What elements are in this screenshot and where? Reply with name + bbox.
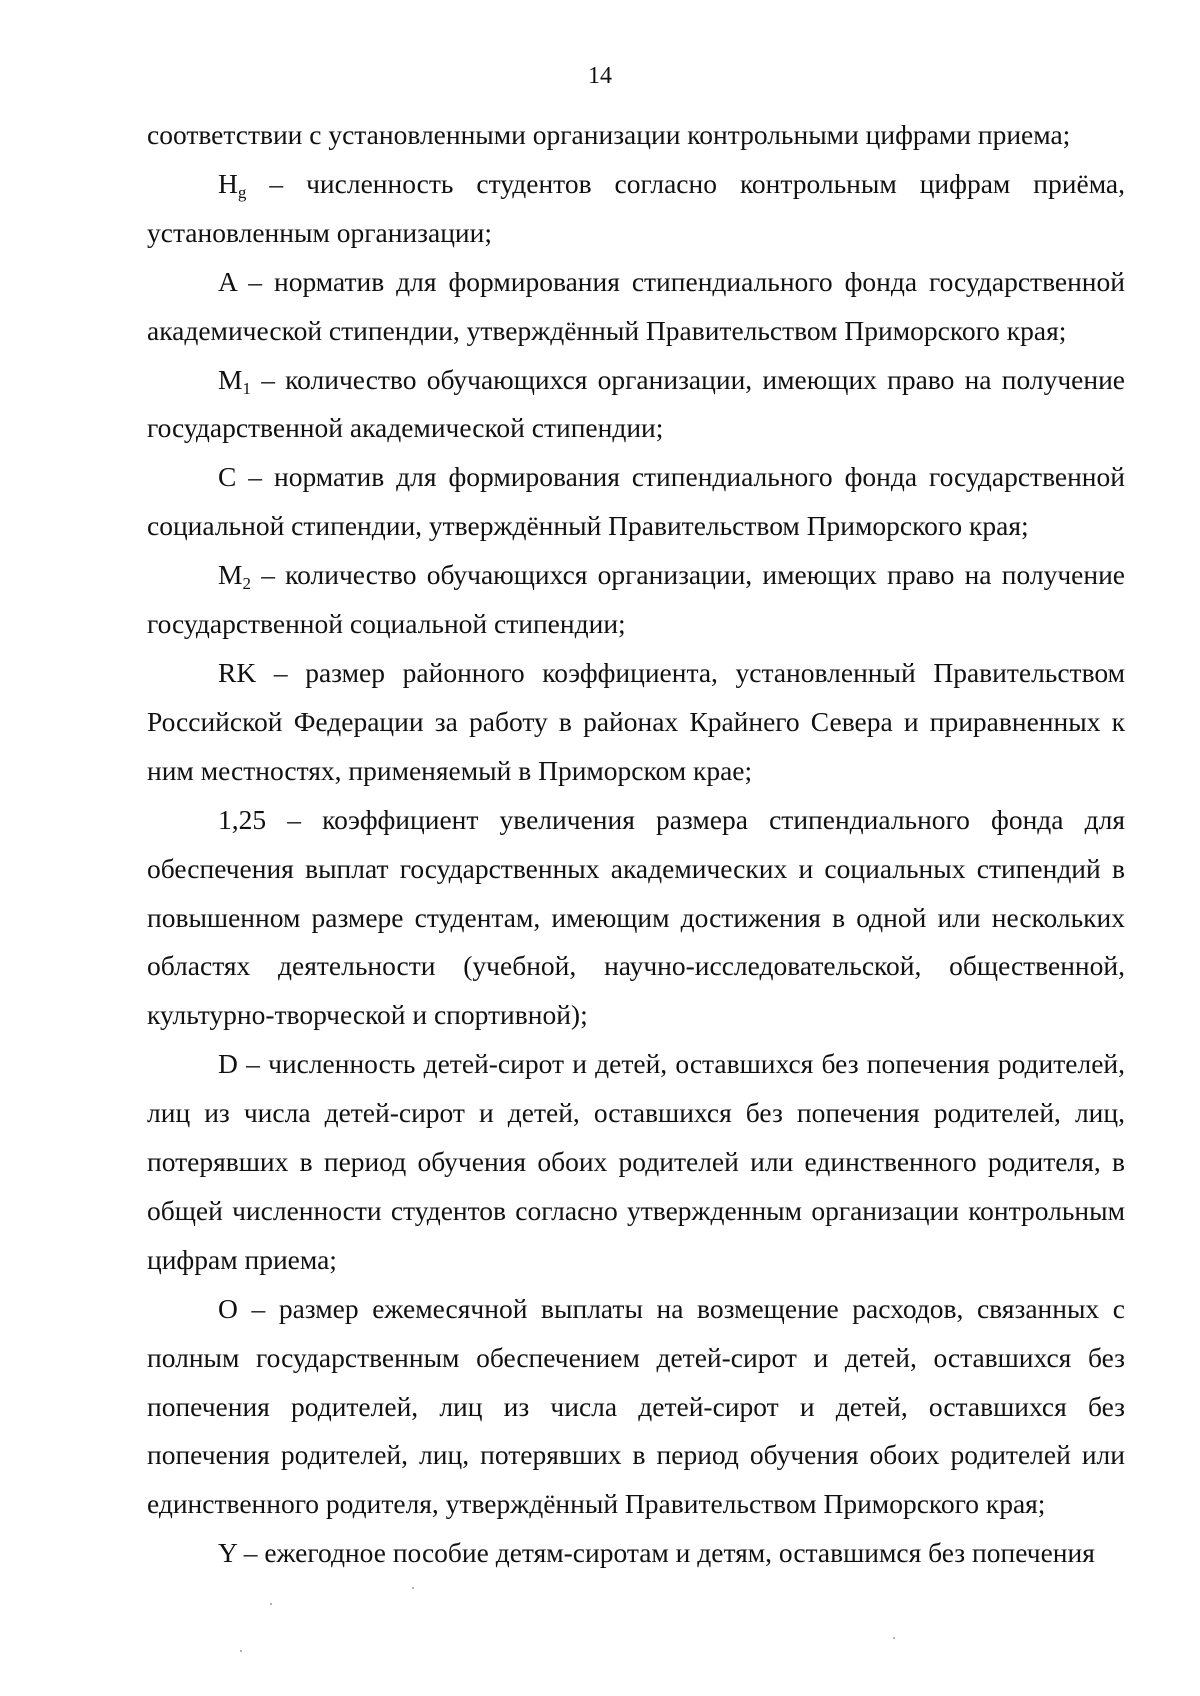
page-number: 14 xyxy=(588,63,612,89)
scan-speck xyxy=(412,1587,414,1589)
hg-definition-text: – численность студентов согласно контрольным цифрам приёма, установленным организации; xyxy=(147,167,1125,248)
paragraph-a-definition: A – норматив для формирования стипендиального фонда государственной академической стипендии, утверждённый Правительством Приморского края; xyxy=(147,265,1125,346)
paragraph-continuation: соответствии с установленными организации контрольными цифрами приема; xyxy=(147,119,1071,150)
symbol-hg: H xyxy=(218,167,238,199)
paragraph-d-definition: D – численность детей-сирот и детей, оставшихся без попечения родителей, лиц из числа детей-сирот и детей, оставшихся без попечения родителей, лиц, потерявших в период обучения обоих родителей или единственного родителя, в общей численности студентов согласно утвержденным организации контрольным цифрам приема; xyxy=(147,1048,1125,1275)
paragraph-m1-definition xyxy=(147,356,1125,454)
symbol-m1: M xyxy=(218,363,243,395)
paragraph-c-definition: C – норматив для формирования стипендиального фонда государственной социальной стипендии, утверждённый Правительством Приморского края; xyxy=(147,461,1125,542)
symbol-m1-subscript: 1 xyxy=(242,378,251,398)
m1-definition-text: – количество обучающихся организации, имеющих право на получение государственной академической стипендии; xyxy=(147,363,1125,444)
m2-definition-text: – количество обучающихся организации, имеющих право на получение государственной социальной стипендии; xyxy=(147,559,1125,640)
symbol-hg-subscript: g xyxy=(237,182,247,202)
paragraph-coefficient-definition: 1,25 – коэффициент увеличения размера стипендиального фонда для обеспечения выплат государственных академических и социальных стипендий в повышенном размере студентам, имеющим достижения в одной или нескольких областях деятельности (учебной, научно-исследовательской, общественной, культурно-творческой и спортивной); xyxy=(147,803,1125,1031)
paragraph-hg-definition xyxy=(147,160,1125,258)
document-body xyxy=(147,111,1125,1578)
paragraph-rk-definition: RK – размер районного коэффициента, установленный Правительством Российской Федерации за работу в районах Крайнего Севера и приравненных к ним местностях, применяемый в Приморском крае; xyxy=(147,656,1125,786)
symbol-m2-subscript: 2 xyxy=(242,573,251,593)
scan-speck xyxy=(240,1650,242,1652)
paragraph-m2-definition xyxy=(147,551,1125,649)
scan-speck xyxy=(893,1637,895,1639)
paragraph-y-definition: Y – ежегодное пособие детям-сиротам и детям, оставшимся без попечения xyxy=(218,1537,1095,1569)
paragraph-o-definition: O – размер ежемесячной выплаты на возмещение расходов, связанных с полным государственным обеспечением детей-сирот и детей, оставшихся без попечения родителей, лиц из числа детей-сирот и детей, оставшихся без попечения родителей, лиц, потерявших в период обучения обоих родителей или единственного родителя, утверждённый Правительством Приморского края; xyxy=(147,1292,1125,1520)
scan-speck xyxy=(270,1603,272,1605)
symbol-m2: M xyxy=(218,559,243,591)
